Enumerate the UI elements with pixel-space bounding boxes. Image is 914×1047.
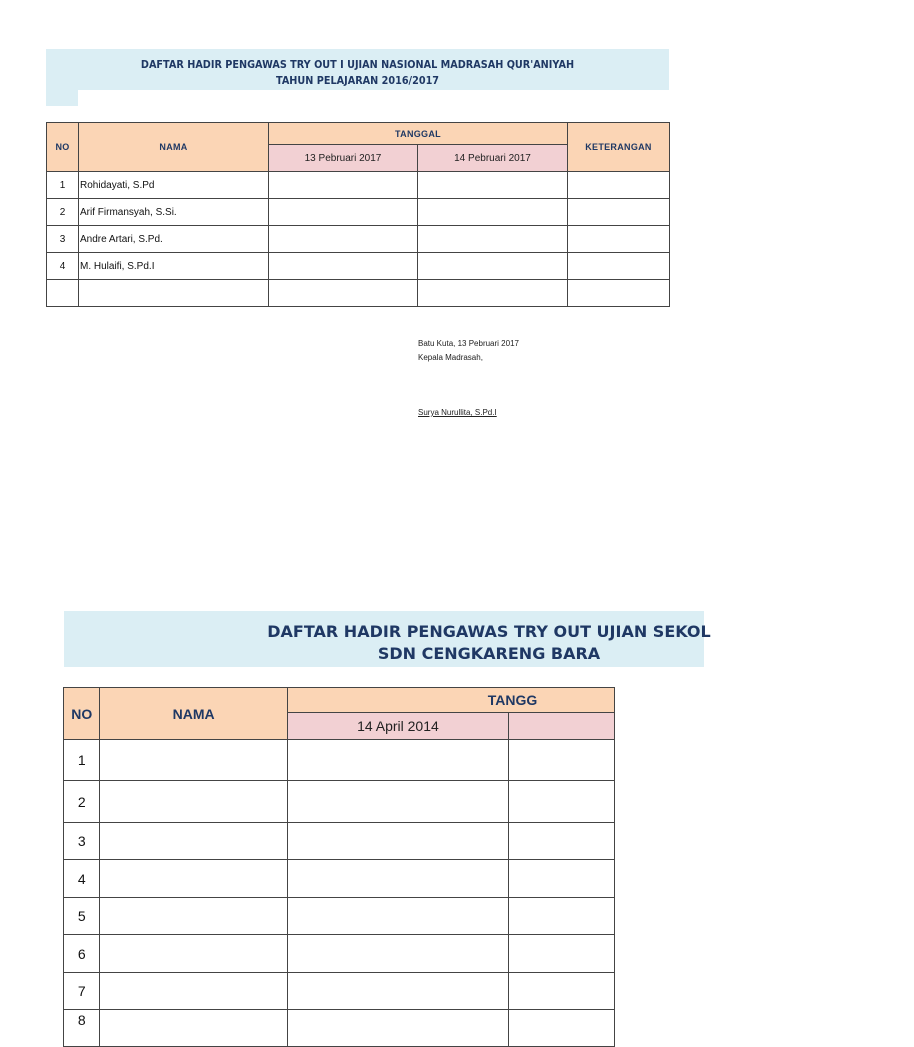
row-cell	[287, 781, 508, 823]
row-cell	[287, 898, 508, 935]
row-cell	[509, 935, 615, 973]
row-cell	[100, 898, 287, 935]
header-tanggal: TANGGAL	[269, 123, 568, 145]
row-no: 6	[64, 935, 100, 973]
row-no: 3	[47, 226, 79, 253]
row-cell	[509, 823, 615, 860]
row-cell	[418, 253, 568, 280]
date-column-1: 13 Pebruari 2017	[269, 145, 418, 172]
row-cell	[568, 280, 670, 307]
row-cell	[509, 973, 615, 1010]
row-cell	[418, 280, 568, 307]
row-cell	[568, 253, 670, 280]
sheet1-title-line1: DAFTAR HADIR PENGAWAS TRY OUT I UJIAN NASIONAL MADRASAH QUR'ANIYAH	[140, 58, 575, 71]
row-cell	[418, 199, 568, 226]
row-cell	[509, 781, 615, 823]
row-no: 5	[64, 898, 100, 935]
row-cell	[287, 740, 508, 781]
row-cell	[287, 860, 508, 898]
row-cell	[100, 781, 287, 823]
row-cell	[509, 898, 615, 935]
row-no: 4	[64, 860, 100, 898]
row-cell	[568, 199, 670, 226]
signature-place-date: Batu Kuta, 13 Pebruari 2017	[418, 339, 519, 348]
row-cell	[269, 280, 418, 307]
row-cell	[269, 226, 418, 253]
header-no: NO	[64, 688, 100, 740]
row-cell	[269, 253, 418, 280]
table-row	[64, 860, 615, 898]
date-column-1: 14 April 2014	[287, 713, 508, 740]
header-no: NO	[47, 123, 79, 172]
attendance-table	[46, 122, 670, 307]
sheet2-title-line2: SDN CENGKARENG BARA	[377, 644, 601, 663]
table-row	[47, 226, 670, 253]
row-no: 2	[47, 199, 79, 226]
row-no	[47, 280, 79, 307]
row-cell	[418, 226, 568, 253]
row-cell	[100, 935, 287, 973]
table-row	[47, 253, 670, 280]
row-cell	[269, 172, 418, 199]
signature-role: Kepala Madrasah,	[418, 353, 483, 362]
row-cell	[100, 823, 287, 860]
sheet2-title-line1: DAFTAR HADIR PENGAWAS TRY OUT UJIAN SEKOL	[267, 622, 711, 641]
row-nama: Rohidayati, S.Pd	[79, 172, 269, 199]
row-no: 1	[47, 172, 79, 199]
row-cell	[100, 860, 287, 898]
table-row	[47, 280, 670, 307]
row-cell	[568, 226, 670, 253]
header-keterangan: KETERANGAN	[568, 123, 670, 172]
row-cell	[100, 740, 287, 781]
table-row	[47, 172, 670, 199]
table-row	[64, 973, 615, 1010]
row-cell	[509, 1010, 615, 1047]
row-nama: Arif Firmansyah, S.Si.	[79, 199, 269, 226]
row-cell	[287, 935, 508, 973]
row-cell	[287, 823, 508, 860]
row-no: 2	[64, 781, 100, 823]
sheet1-title-line2: TAHUN PELAJARAN 2016/2017	[275, 74, 440, 87]
row-cell	[509, 740, 615, 781]
row-cell	[418, 172, 568, 199]
row-cell	[509, 860, 615, 898]
table-row	[47, 199, 670, 226]
row-cell	[287, 973, 508, 1010]
table-row	[64, 740, 615, 781]
table-row	[64, 1010, 615, 1047]
row-no: 4	[47, 253, 79, 280]
row-no: 1	[64, 740, 100, 781]
row-cell	[287, 1010, 508, 1047]
signature-name: Surya Nurullita, S.Pd.I	[418, 408, 497, 417]
row-cell	[100, 973, 287, 1010]
row-cell	[269, 199, 418, 226]
header-tanggal: TANGG	[287, 688, 614, 713]
row-no: 3	[64, 823, 100, 860]
header-nama: NAMA	[100, 688, 287, 740]
date-column-2: 14 Pebruari 2017	[418, 145, 568, 172]
sheet2-preview	[0, 600, 711, 1028]
title-banner-tab	[46, 90, 78, 106]
row-nama: Andre Artari, S.Pd.	[79, 226, 269, 253]
row-nama: M. Hulaifi, S.Pd.I	[79, 253, 269, 280]
row-no: 7	[64, 973, 100, 1010]
row-no: 8	[64, 1010, 100, 1047]
table-row	[64, 898, 615, 935]
table-row	[64, 781, 615, 823]
date-column-2	[509, 713, 615, 740]
row-cell	[568, 172, 670, 199]
header-nama: NAMA	[79, 123, 269, 172]
row-nama	[79, 280, 269, 307]
row-cell	[100, 1010, 287, 1047]
table-row	[64, 823, 615, 860]
table-row	[64, 935, 615, 973]
attendance-table	[63, 687, 615, 1047]
